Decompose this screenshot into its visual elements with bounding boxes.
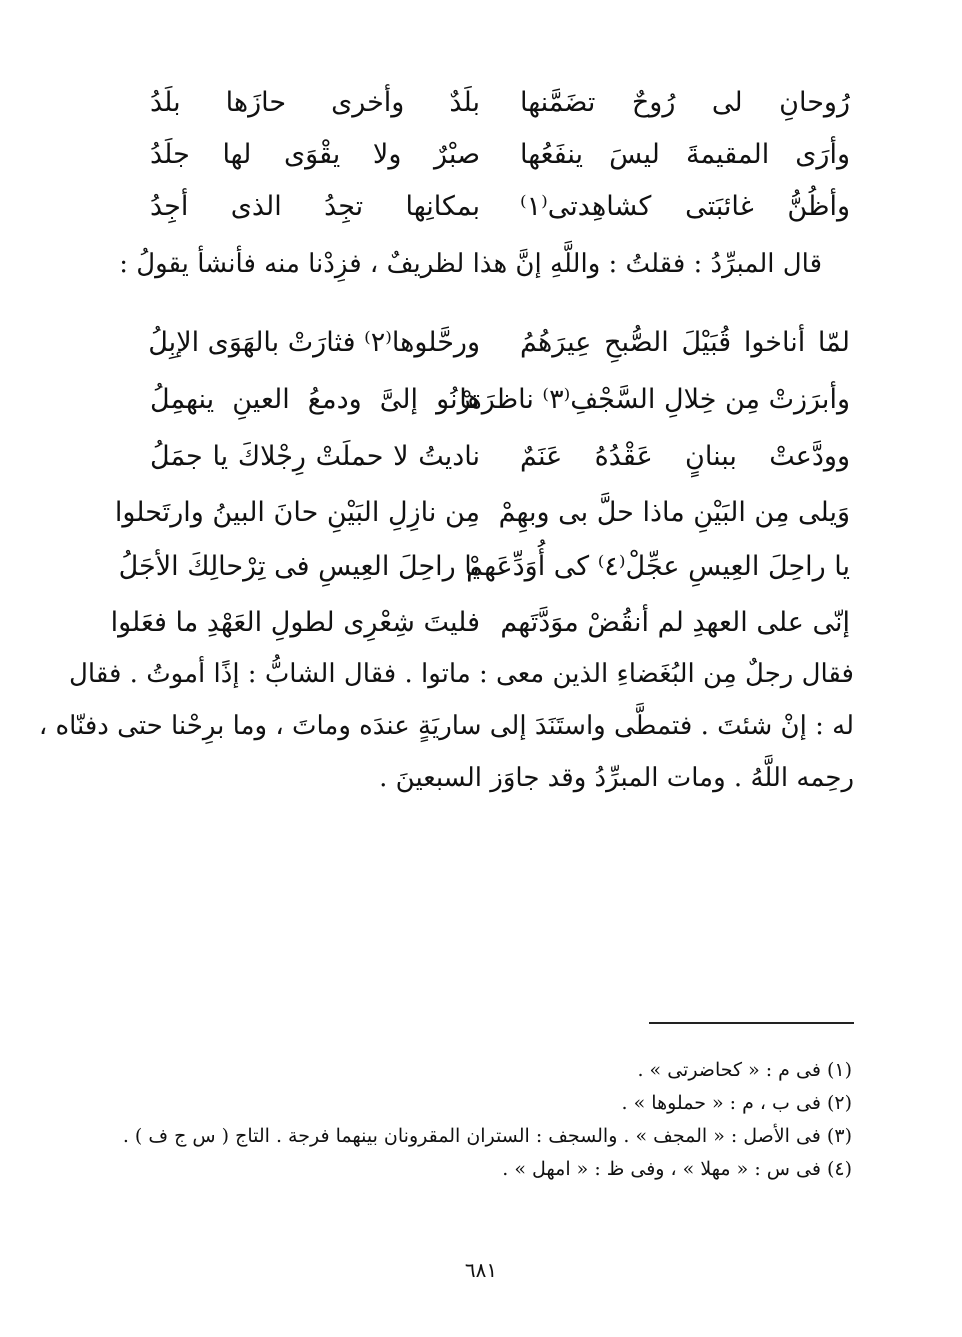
verse-first-hemistich: وأظُنُّ غائبَتى كشاهِدتى⁽١⁾	[520, 191, 850, 222]
footnote: (١) فى م : « كحاضرتى » .	[637, 1059, 852, 1081]
verse-second-hemistich: ناديتُ لا حملَتْ رِجْلاكَ يا جمَلُ	[150, 441, 480, 472]
narration-intro: قال المبرِّدُ : فقلتُ : واللَّهِ إنَّ هذا لظريفٌ ، فزِدْنا منه فأنشأ يقولُ :	[119, 249, 822, 279]
verse-line	[150, 182, 850, 232]
verse-line	[114, 488, 850, 538]
verse-second-hemistich: بلَدٌ وأخرى حازَها بلَدُ	[150, 87, 480, 118]
verse-line	[150, 432, 850, 482]
footnote: (٣) فى الأصل : « المجف » . والسجف : الستران المقرونان بينهما فرجة . التاج ( س ج ف ) .	[122, 1125, 852, 1147]
verse-first-hemistich: لمّا أناخوا قُبَيْلَ الصُّبحِ عِيرَهُمُ	[520, 327, 850, 358]
footnote: (٤) فى س : « مهلا » ، وفى ظ : « امهل » .	[502, 1158, 852, 1180]
verse-line	[150, 375, 850, 425]
verse-second-hemistich: فليتَ شِعْرِى لطولِ العَهْدِ ما فعَلوا	[110, 607, 480, 638]
verse-first-hemistich: إنّى على العهدِ لم أنقُضْ موَدَّتَهم	[500, 607, 850, 638]
verse-first-hemistich: رُوحانِ لى رُوحٌ تضَمَّنها	[520, 87, 850, 118]
verse-line	[118, 542, 850, 592]
verse-second-hemistich: صبْرٌ ولا يقْوَى لها جلَدُ	[150, 139, 480, 170]
narration-line: فقال رجلٌ مِن البُغَضاءِ الذين معى : ماتوا . فقال الشابُّ : إذًا أموتُ . فقال	[69, 659, 854, 689]
verse-first-hemistich: يا راحِلَ العِيسِ عجِّلْ⁽٤⁾ كى أُوَدِّعَهمْ	[466, 551, 850, 582]
footnote: (٢) فى ب ، م : « حملوها » .	[621, 1092, 852, 1114]
verse-line	[150, 130, 850, 180]
verse-first-hemistich: وأرَى المقيمةَ ليسَ ينفَعُها	[520, 139, 850, 170]
page-number: ٦٨١	[464, 1258, 498, 1282]
verse-first-hemistich: وودَّعتْ ببنانٍ عَقْدُهُ عَنَمٌ	[520, 441, 850, 472]
narration-line: له : إنْ شئتَ . فتمطَّى واستَنَدَ إلى ساريَةٍ عندَه وماتَ ، وما برِحْنا حتى دفنّاه ،	[38, 711, 854, 741]
verse-second-hemistich: يا راحِلَ العِيسِ فى تِرْحالِكَ الأجَلُ	[118, 551, 480, 582]
verse-second-hemistich: بمكانِها تجِدُ الذى أجِدُ	[150, 191, 480, 222]
verse-first-hemistich: وَيلى مِن البَيْنِ ماذا حلَّ بى وبهِمْ	[498, 497, 850, 528]
verse-second-hemistich: ترْنُو إلىَّ ودمعُ العينِ ينهمِلُ	[150, 384, 480, 415]
verse-second-hemistich: مِن نازِلِ البَيْنِ حانَ البينُ وارتَحلوا	[114, 497, 480, 528]
narration-line: رحِمه اللَّهُ . ومات المبرِّدُ وقد جاوَز السبعينَ .	[379, 763, 854, 793]
verse-second-hemistich: ورحَّلوها⁽٢⁾ فثارَتْ بالهَوَى الإبِلُ	[148, 327, 480, 358]
verse-line	[150, 78, 850, 128]
verse-first-hemistich: وأبرَزتْ مِن خِلالِ السَّجْفِ⁽٣⁾ ناظرَها	[459, 384, 850, 415]
verse-line	[150, 318, 850, 368]
verse-line	[110, 598, 850, 648]
footnote-divider	[649, 1022, 854, 1024]
